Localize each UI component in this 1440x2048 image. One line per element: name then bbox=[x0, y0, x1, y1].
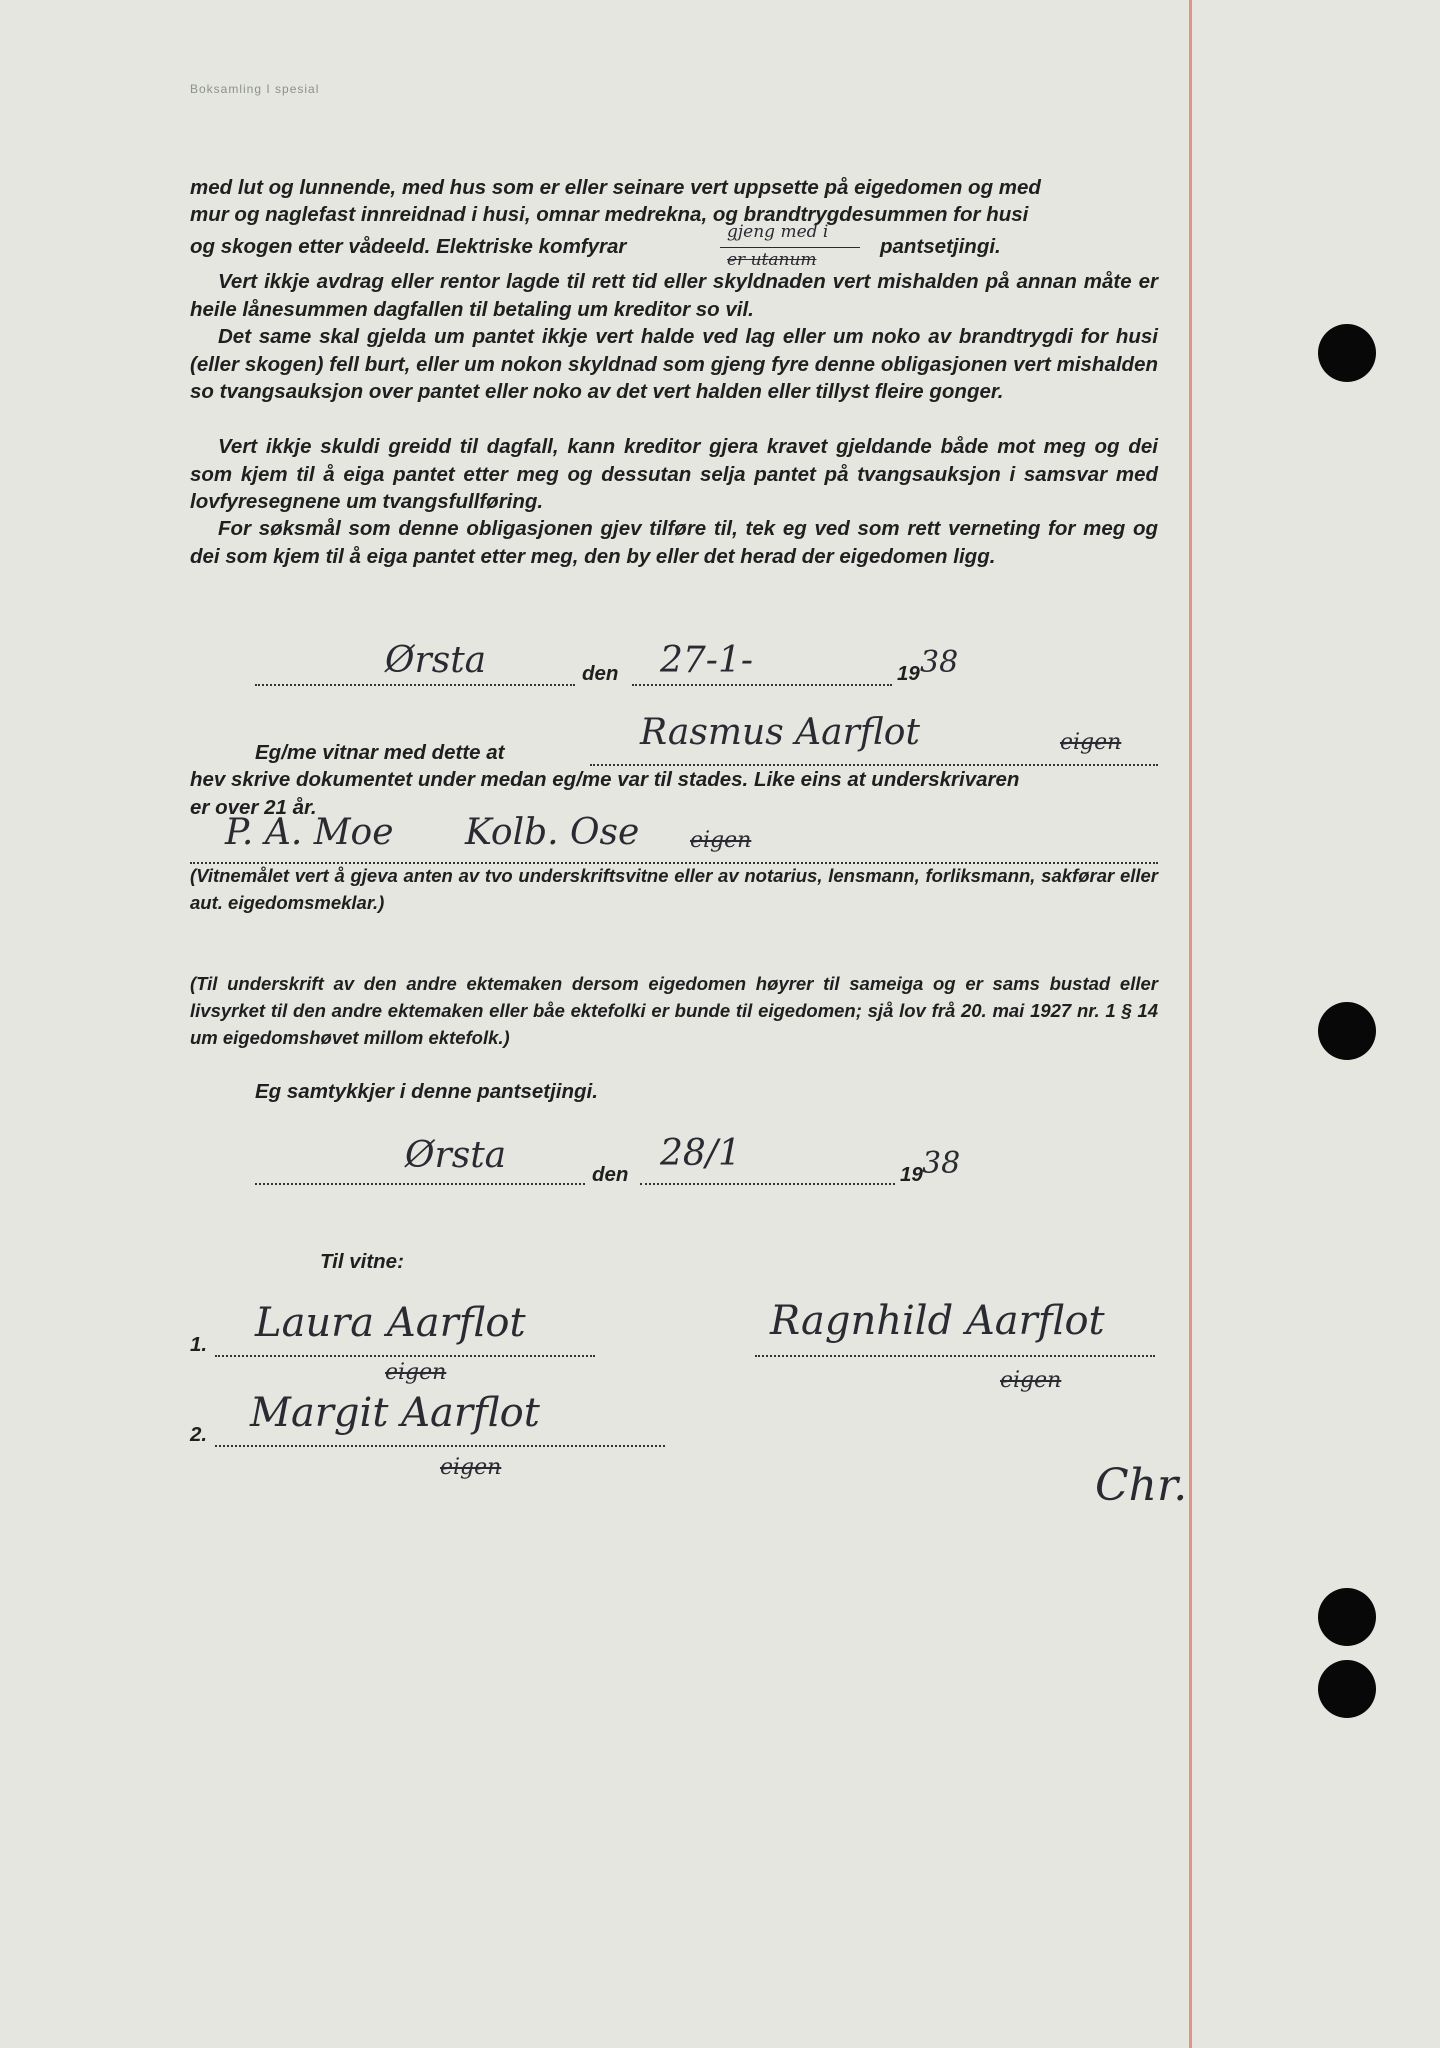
witness-number-2: 2. bbox=[190, 1423, 208, 1446]
body-line-3a: og skogen etter vådeeld. Elektriske komfyrar bbox=[190, 235, 627, 258]
til-vitne-label: Til vitne: bbox=[320, 1250, 404, 1273]
witness-signature-1: P. A. Moe bbox=[225, 812, 394, 853]
witness-eigen-mark: eigen bbox=[690, 828, 752, 853]
witness-2-signature: Margit Aarflot bbox=[250, 1390, 540, 1436]
year-handwritten-1: 38 bbox=[920, 645, 959, 680]
date-handwritten-1: 27-1- bbox=[660, 640, 754, 681]
year-handwritten-2: 38 bbox=[922, 1146, 961, 1181]
punch-hole-middle bbox=[1318, 1002, 1376, 1060]
year-prefix-1: 19 bbox=[897, 662, 920, 685]
place-dots-1 bbox=[255, 684, 575, 686]
clerk-initials: Chr. bbox=[1095, 1460, 1188, 1511]
witness-line-2 bbox=[215, 1445, 665, 1447]
signer-dots bbox=[590, 764, 1158, 766]
year-prefix-2: 19 bbox=[900, 1163, 923, 1186]
witness-number-1: 1. bbox=[190, 1333, 208, 1356]
witness-2-eigen: eigen bbox=[440, 1455, 502, 1480]
spouse-signature: Ragnhild Aarflot bbox=[770, 1298, 1105, 1344]
body-line-2: mur og naglefast innreidnad i husi, omnar medrekna, og brandtrygdesummen for husi bbox=[190, 203, 1029, 226]
witness-signature-2: Kolb. Ose bbox=[465, 812, 640, 853]
date-dots-2 bbox=[640, 1183, 895, 1185]
fraction-rule bbox=[720, 247, 860, 248]
spouse-eigen: eigen bbox=[1000, 1368, 1062, 1393]
punch-hole-bottom bbox=[1318, 1660, 1376, 1718]
witness-intro: Eg/me vitnar med dette at bbox=[255, 741, 505, 764]
witness-text-3: er over 21 år. bbox=[190, 796, 317, 819]
spouse-line bbox=[755, 1355, 1155, 1357]
paragraph-default: Vert ikkje avdrag eller rentor lagde til rett tid eller skyldnaden vert mishalden på annan måte er heile lånesummen dagfallen til betaling um kreditor so vil. bbox=[190, 270, 1158, 321]
signer-eigen-mark: eigen bbox=[1060, 730, 1122, 755]
paragraph-venue: For søksmål som denne obligasjonen gjev tilføre til, tek eg ved som rett verneting for meg og dei som kjem til å eiga pantet etter meg, den by eller det herad der eigedomen ligg. bbox=[190, 517, 1158, 568]
den-label-1: den bbox=[582, 662, 619, 685]
witness-line-1 bbox=[215, 1355, 595, 1357]
witness-note: (Vitnemålet vert å gjeva anten av tvo underskriftsvitne eller av notarius, lensmann, forliksmann, sakførar eller aut. eigedomsmeklar.) bbox=[190, 865, 1158, 913]
margin-rule bbox=[1189, 0, 1192, 2048]
place-signature-2: Ørsta bbox=[405, 1135, 507, 1176]
consent-text: Eg samtykkjer i denne pantsetjingi. bbox=[255, 1080, 598, 1103]
punch-hole-lower bbox=[1318, 1588, 1376, 1646]
signer-signature: Rasmus Aarflot bbox=[640, 712, 920, 753]
body-line-3b: pantsetjingi. bbox=[880, 235, 1001, 258]
punch-hole-top bbox=[1318, 324, 1376, 382]
spouse-note: (Til underskrift av den andre ektemaken dersom eigedomen høyrer til sameiga og er sams bustad eller livsyrket til den andre ektemaken eller båe ektefolki er bunde til eigedomen; sjå lov frå 20. mai 1927 nr. 1 § 14 um eigedomshøvet millom ektefolk.) bbox=[190, 973, 1158, 1048]
date-handwritten-2: 28/1 bbox=[660, 1133, 741, 1174]
included-option: gjeng med i bbox=[727, 222, 829, 242]
witness-text-2: hev skrive dokumentet under medan eg/me var til stades. Like eins at underskrivaren bbox=[190, 768, 1020, 791]
paragraph-maintenance: Det same skal gjelda um pantet ikkje vert halde ved lag eller um noko av brandtrygdi for husi (eller skogen) fell burt, eller um nokon skyldnad som gjeng fyre denne obligasjonen vert mishalden so tvangsauksjon over pantet eller noko av det vert halden eller tillyst fleire gonger. bbox=[190, 325, 1158, 403]
excluded-option: er utanum bbox=[727, 250, 817, 270]
den-label-2: den bbox=[592, 1163, 629, 1186]
body-line-1: med lut og lunnende, med hus som er eller seinare vert uppsette på eigedomen og med bbox=[190, 176, 1041, 199]
paragraph-due-date: Vert ikkje skuldi greidd til dagfall, kann kreditor gjera kravet gjeldande både mot meg og dei som kjem til å eiga pantet etter meg og dessutan selja pantet på tvangsauksjon i samsvar med lovfyresegnene um tvangsfullføring. bbox=[190, 435, 1158, 513]
header-mark: Boksamling I spesial bbox=[190, 82, 320, 96]
witness-1-signature: Laura Aarflot bbox=[255, 1300, 526, 1346]
place-dots-2 bbox=[255, 1183, 585, 1185]
date-dots-1 bbox=[632, 684, 892, 686]
place-signature-1: Ørsta bbox=[385, 640, 487, 681]
witness-1-eigen: eigen bbox=[385, 1360, 447, 1385]
